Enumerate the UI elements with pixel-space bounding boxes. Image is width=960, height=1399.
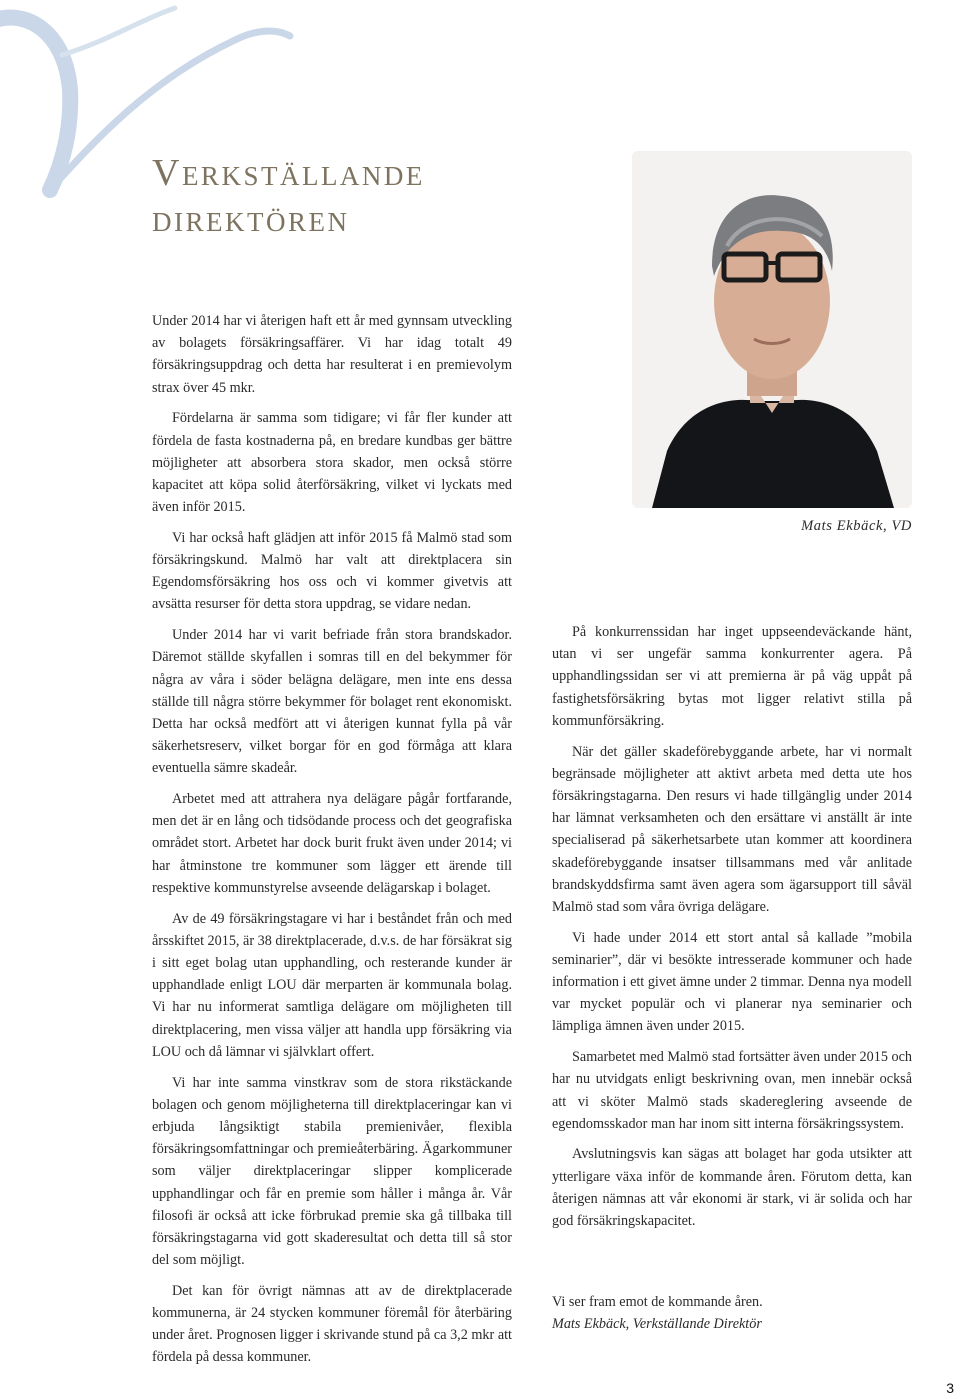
- title-line-1: Verkställande: [152, 152, 425, 194]
- paragraph: Det kan för övrigt nämnas att av de direktplacerade kommunerna, är 24 stycken kommuner föremål för återbäring under året. Prognosen ligger i skrivande stund på ca 3,2 mkr att fördela på dessa kommuner.: [152, 1282, 512, 1366]
- paragraph: Under 2014 har vi varit befriade från stora brandskador. Däremot ställde skyfallen i somras till en del bekymmer för några av våra i söder belägna delägare, men inte ens dessa ställde till några större bekymmer för bolaget rent ekonomiskt. Detta har också medfört att vi återigen kunnat fylla på vår säkerhetsreserv, vilket borgar för en god förmåga att klara eventuella sämre skadeår.: [152, 627, 512, 777]
- paragraph: Vi har också haft glädjen att inför 2015 få Malmö stad som försäkringskund. Malmö har valt att direktplacera sin Egendomsförsäkring hos oss och vi kommer givetvis att avsätta resurser för detta stora uppdrag, se vidare nedan.: [152, 529, 512, 613]
- left-column: [152, 310, 512, 1377]
- paragraph: Arbetet med att attrahera nya delägare pågår fortfarande, men det är en lång och tidsödande process och det geografiska området stort. Arbetet har dock burit frukt även under 2014; vi har åtminstone tre kommuner som lägger ett ärende till respektive kommunstyrelse avseende delägarskap i bolaget.: [152, 791, 512, 896]
- closing-line: Vi ser fram emot de kommande åren.: [552, 1294, 763, 1310]
- paragraph: Vi hade under 2014 ett stort antal så kallade ”mobila seminarier”, där vi besökte intresserade kommuner och hade information i ett givet ämne under 2 timmar. Denna nya modell var mycket populär och vi planerar nya seminarier och lämpliga ämnen även under 2015.: [552, 929, 912, 1035]
- page-number: 3: [946, 1380, 954, 1396]
- paragraph: Av de 49 försäkringstagare vi har i beståndet från och med årsskiftet 2015, är 38 direktplacerade, d.v.s. de har försäkrat sig i sitt eget bolag utan upphandling, och resterande kunder är upphandlade enligt LOU där merparten är kommunala bolag. Vi har nu informerat samtliga delägare om möjligheten till direktplacering, men vissa väljer att handla upp försäkring via LOU och då lämnar vi självklart offert.: [152, 910, 512, 1060]
- paragraph: Vi har inte samma vinstkrav som de stora rikstäckande bolagen och genom möjligheterna till direktplaceringar kan vi erbjuda långsiktigt stabila premienivåer, flexibla försäkringsomfattningar och premieåterbäring. Ägarkommuner som väljer direktplaceringar slipper komplicerade upphandlingar och får en premie som håller i många år. Vår filosofi är också att icke förbrukad premie ska gå tillbaka till försäkringstagarna vid gott skaderesultat och detta till så stor del som möjligt.: [152, 1074, 512, 1269]
- right-column: [552, 621, 912, 1241]
- title-line-2: direktören: [152, 198, 350, 240]
- paragraph: Samarbetet med Malmö stad fortsätter även under 2015 och har nu utvidgats enligt beskrivning ovan, men innebär också att vi sköter Malmö stads skadereglering avseende de egendomsskador man har inom sitt interna försäkringssystem.: [552, 1049, 912, 1132]
- closing-block: [552, 1291, 763, 1335]
- page-title: [152, 150, 425, 242]
- photo-caption: Mats Ekbäck, VD: [801, 518, 912, 534]
- paragraph: På konkurrenssidan har inget uppseendeväckande hänt, utan vi ser ungefär samma konkurrenter agera. På upphandlingssidan ser vi att premierna är på väg uppåt på fastighetsförsäkring bytas mot ligger relativt stilla på kommunförsäkring.: [552, 624, 912, 729]
- signature: Mats Ekbäck, Verkställande Direktör: [552, 1316, 762, 1332]
- paragraph: Avslutningsvis kan sägas att bolaget har goda utsikter att ytterligare växa inför de kommande åren. Förutom detta, kan återigen nämnas att vår ekonomi är stark, vi är solida och har god försäkringskapacitet.: [552, 1146, 912, 1230]
- portrait-photo: [632, 151, 912, 508]
- paragraph: Under 2014 har vi återigen haft ett år med gynnsam utveckling av bolagets försäkringsaffärer. Vi har idag totalt 49 försäkringsuppdrag och detta har resulterat i en premievolym strax över 45 mkr.: [152, 313, 512, 396]
- paragraph: Fördelarna är samma som tidigare; vi får fler kunder att fördela de fasta kostnaderna på, en bredare kundbas ger bättre möjligheter att absorbera stora skador, men också större kapacitet att köpa solid återförsäkring, vilket vi lyckats med även inför 2015.: [152, 410, 512, 516]
- paragraph: När det gäller skadeförebyggande arbete, har vi normalt begränsade möjligheter att aktivt arbeta med detta ute hos försäkringstagarna. Den resurs vi hade tillgänglig under 2014 har lämnat verksamheten och den ersättare vi anställt är inte specialiserad på säkerhetsarbete utan kommer att koordinera skadeförebyggande insatser tillsammans med vår anlitade brandskyddsfirma samt även agera som ägarsupport till såväl Malmö stad som våra övriga delägare.: [552, 743, 912, 915]
